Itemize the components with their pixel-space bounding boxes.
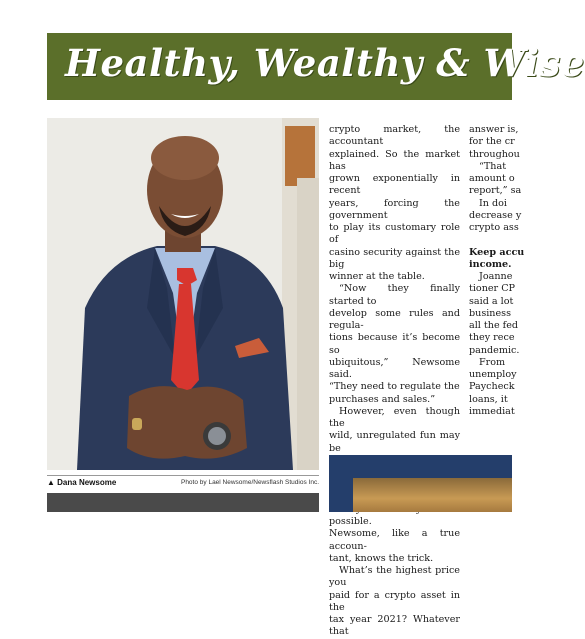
article-line: wild, unregulated fun may be [329,430,460,454]
article-line: amount o [469,173,515,184]
article-line: Paycheck [469,381,515,393]
article-line: tioner CP [469,283,515,295]
article-line: From [479,356,506,368]
article-line: grown exponentially in recent [329,173,460,197]
article-line: loans, it [469,393,508,405]
photo-caption [47,478,116,487]
article-line: explained. So the market has [329,148,460,172]
article-line: answer is, [469,124,519,135]
article-line: In doi [479,197,508,209]
article-line: unemploy [469,369,517,380]
article-line: winner at the table. [329,271,425,282]
article-line: tax year 2021? Whatever that [329,614,460,638]
article-column-1 [329,124,460,639]
article-line: decrease y [469,209,522,221]
portrait-photo [47,118,319,470]
caption-divider [47,475,319,476]
subheading: income. [469,258,512,270]
subheading: Keep accu [469,246,525,258]
article-line: paid for a crypto asset in the [329,589,460,613]
article-line: develop some rules and regula- [329,307,460,331]
section-banner [47,33,585,100]
article-line: said a lot [469,295,514,307]
article-line: immediat [469,405,515,417]
article-line: all the fed [469,320,519,331]
article-line: to play its customary role of [329,222,460,246]
article-line: possible. [329,516,372,527]
article-line: throughou [469,148,520,160]
section-title: Healthy, Wealthy & Wise [65,41,585,85]
article-line: Joanne [479,271,513,282]
article-line [469,234,529,246]
article-line: crypto ass [469,222,519,233]
article-line: years, forcing the government [329,197,460,221]
article-line: crypto market, the accountant [329,124,460,148]
article-line: for the cr [469,136,515,148]
triangle-icon: ▲ [47,478,55,487]
sidebar-photo [353,478,512,512]
article-line: What’s the highest price you [329,565,460,589]
article-line: casino security against the big [329,246,460,270]
article-column-2 [469,124,529,418]
article-line: tant, knows the trick. [329,552,434,564]
secondary-photo [47,493,319,512]
article-line: tions because it’s become so [329,332,460,356]
article-line: “That [479,160,507,172]
article-line: purchases and sales.” [329,393,436,405]
photo-credit: Photo by Lael Newsome/Newsflash Studios Inc. [180,479,319,486]
article-line: they rece [469,332,515,344]
caption-name: Dana Newsome [57,478,117,487]
portrait-illustration [47,118,319,470]
article-line: business [469,307,512,319]
article-line: Newsome, like a true accoun- [329,528,460,552]
article-line: pandemic. [469,344,520,356]
article-line: “They need to regulate the [329,381,460,393]
article-line: report,” sa [469,185,522,197]
article-line: ubiquitous,” Newsome said. [329,356,460,380]
article-line: However, even though the [329,405,460,429]
article-line: “Now they finally started to [329,283,460,307]
